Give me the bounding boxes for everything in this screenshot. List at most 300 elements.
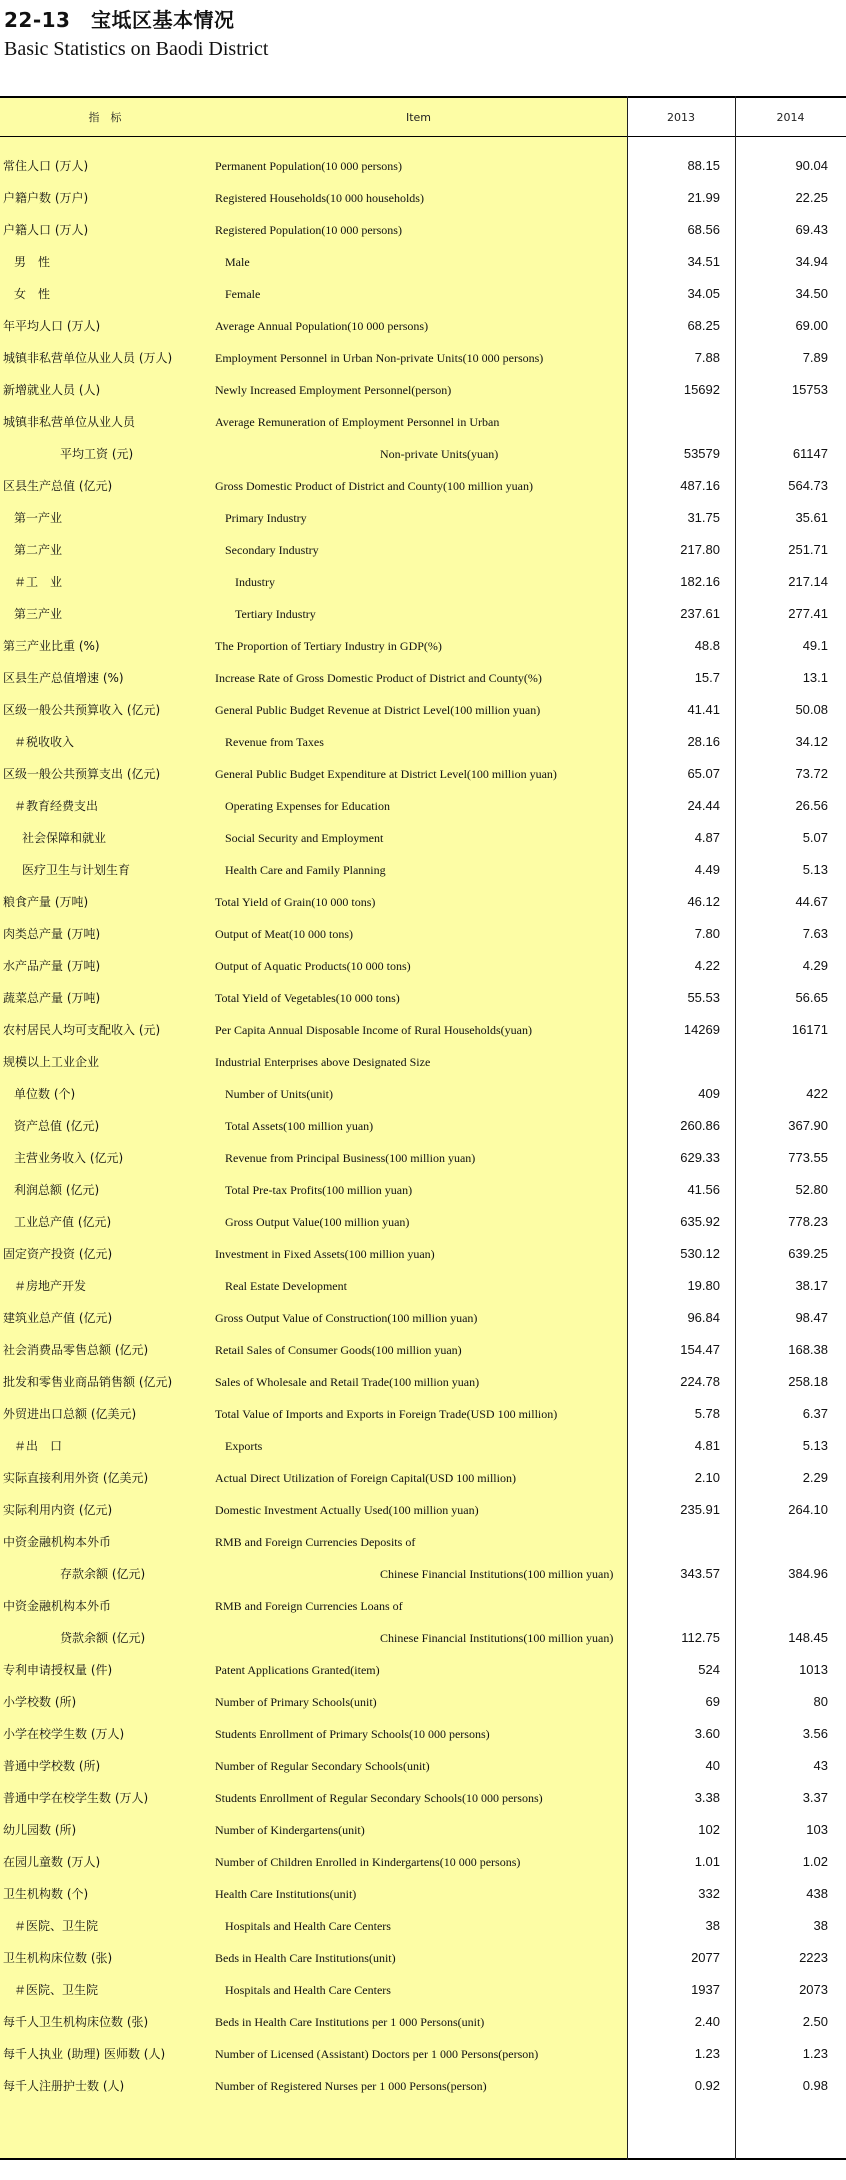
table-row (0, 182, 846, 214)
page-title-zh: 22-13 宝坻区基本情况 (4, 8, 235, 32)
table-row (0, 342, 846, 374)
value-2014-cell: 217.14 (788, 574, 828, 589)
item-cell: Number of Children Enrolled in Kindergartens(10 000 persons) (215, 1855, 521, 1869)
table-row (0, 726, 846, 758)
indicator-cell: 第三产业比重 (%) (3, 639, 100, 653)
value-2013-cell: 154.47 (680, 1342, 720, 1357)
item-cell: Primary Industry (225, 511, 307, 525)
table-row (0, 1398, 846, 1430)
table-row (0, 1526, 846, 1558)
item-cell: Average Remuneration of Employment Personnel in Urban (215, 415, 500, 429)
value-2013-cell: 260.86 (680, 1118, 720, 1133)
value-2013-cell: 102 (698, 1822, 720, 1837)
indicator-cell: 实际利用内资 (亿元) (3, 1503, 113, 1517)
value-2014-cell: 367.90 (788, 1118, 828, 1133)
table-body (0, 150, 846, 2102)
value-2013-cell: 2.10 (694, 1470, 720, 1485)
item-cell: Health Care and Family Planning (225, 863, 386, 877)
indicator-cell: 普通中学在校学生数 (万人) (3, 1791, 149, 1805)
value-2014-cell: 5.13 (802, 1438, 828, 1453)
item-cell: Total Yield of Grain(10 000 tons) (215, 895, 376, 909)
item-cell: Total Pre-tax Profits(100 million yuan) (225, 1183, 413, 1197)
indicator-cell: 每千人注册护士数 (人) (3, 2079, 125, 2093)
table-row (0, 246, 846, 278)
item-cell: Number of Regular Secondary Schools(unit) (215, 1759, 430, 1773)
indicator-cell: 贷款余额 (亿元) (60, 1631, 146, 1645)
value-2013-cell: 217.80 (680, 542, 720, 557)
value-2013-cell: 4.87 (694, 830, 720, 845)
table-row (0, 598, 846, 630)
table-row (0, 1654, 846, 1686)
value-2014-cell: 73.72 (795, 766, 828, 781)
item-cell: Total Assets(100 million yuan) (225, 1119, 374, 1133)
indicator-cell: 社会保障和就业 (22, 831, 107, 845)
value-2013-cell: 96.84 (687, 1310, 720, 1325)
value-2013-cell: 7.80 (694, 926, 720, 941)
indicator-cell: 主营业务收入 (亿元) (14, 1151, 124, 1165)
table-row (0, 406, 846, 438)
value-2014-cell: 7.63 (802, 926, 828, 941)
header-year-2013: 2013 (667, 110, 695, 124)
indicator-cell: 幼儿园数 (所) (3, 1823, 77, 1837)
value-2014-cell: 34.94 (795, 254, 828, 269)
value-2014-cell: 251.71 (788, 542, 828, 557)
table-row (0, 1782, 846, 1814)
item-cell: Students Enrollment of Regular Secondary Schools(10 000 persons) (215, 1791, 543, 1805)
value-2014-cell: 258.18 (788, 1374, 828, 1389)
value-2014-cell: 43 (813, 1758, 828, 1773)
indicator-cell: 单位数 (个) (14, 1087, 76, 1101)
item-cell: Average Annual Population(10 000 persons) (215, 319, 429, 333)
table-row (0, 1942, 846, 1974)
item-cell: Chinese Financial Institutions(100 million yuan) (380, 1631, 614, 1645)
item-cell: Patent Applications Granted(item) (215, 1663, 380, 1677)
table-row (0, 1846, 846, 1878)
item-cell: Revenue from Taxes (225, 735, 324, 749)
indicator-cell: 卫生机构床位数 (张) (3, 1951, 113, 1965)
item-cell: Number of Primary Schools(unit) (215, 1695, 377, 1709)
value-2013-cell: 5.78 (694, 1406, 720, 1421)
table-row (0, 758, 846, 790)
indicator-cell: 固定资产投资 (亿元) (3, 1247, 113, 1261)
value-2013-cell: 28.16 (687, 734, 720, 749)
table-row (0, 1078, 846, 1110)
table-row (0, 1750, 846, 1782)
value-2014-cell: 773.55 (788, 1150, 828, 1165)
indicator-cell: 蔬菜总产量 (万吨) (3, 991, 101, 1005)
table-row (0, 1110, 846, 1142)
value-2014-cell: 384.96 (788, 1566, 828, 1581)
item-cell: Beds in Health Care Institutions per 1 000 Persons(unit) (215, 2015, 485, 2029)
item-cell: RMB and Foreign Currencies Deposits of (215, 1535, 416, 1549)
value-2013-cell: 15692 (683, 382, 720, 397)
value-2014-cell: 49.1 (802, 638, 828, 653)
table-row (0, 502, 846, 534)
item-cell: Male (225, 255, 250, 269)
value-2014-cell: 34.50 (795, 286, 828, 301)
indicator-cell: 实际直接利用外资 (亿美元) (3, 1471, 149, 1485)
indicator-cell: 在园儿童数 (万人) (3, 1855, 101, 1869)
item-cell: Female (225, 287, 261, 301)
value-2013-cell: 530.12 (680, 1246, 720, 1261)
value-2013-cell: 2.40 (694, 2014, 720, 2029)
value-2013-cell: 629.33 (680, 1150, 720, 1165)
indicator-cell: 资产总值 (亿元) (14, 1119, 100, 1133)
value-2013-cell: 332 (698, 1886, 720, 1901)
item-cell: Domestic Investment Actually Used(100 million yuan) (215, 1503, 479, 1517)
indicator-cell: 区级一般公共预算支出 (亿元) (3, 767, 161, 781)
indicator-cell: 建筑业总产值 (亿元) (3, 1311, 113, 1325)
value-2014-cell: 5.07 (802, 830, 828, 845)
value-2014-cell: 2.29 (802, 1470, 828, 1485)
item-cell: Permanent Population(10 000 persons) (215, 159, 402, 173)
value-2013-cell: 21.99 (687, 190, 720, 205)
value-2013-cell: 4.81 (694, 1438, 720, 1453)
indicator-cell: 卫生机构数 (个) (3, 1887, 89, 1901)
indicator-cell: 男 性 (14, 255, 51, 269)
item-cell: Gross Output Value(100 million yuan) (225, 1215, 410, 1229)
value-2014-cell: 6.37 (802, 1406, 828, 1421)
indicator-cell: 城镇非私营单位从业人员 (3, 415, 136, 429)
indicator-cell: 每千人执业 (助理) 医师数 (人) (3, 2047, 166, 2061)
value-2014-cell: 778.23 (788, 1214, 828, 1229)
item-cell: Employment Personnel in Urban Non-private Units(10 000 persons) (215, 351, 544, 365)
item-cell: Output of Meat(10 000 tons) (215, 927, 353, 941)
value-2013-cell: 235.91 (680, 1502, 720, 1517)
indicator-cell: ＃出 口 (14, 1439, 63, 1453)
page-title-en: Basic Statistics on Baodi District (4, 38, 269, 60)
table-row (0, 310, 846, 342)
value-2013-cell: 41.41 (687, 702, 720, 717)
item-cell: Newly Increased Employment Personnel(person) (215, 383, 452, 397)
table-row (0, 1494, 846, 1526)
value-2013-cell: 19.80 (687, 1278, 720, 1293)
value-2013-cell: 224.78 (680, 1374, 720, 1389)
item-cell: Non-private Units(yuan) (380, 447, 499, 461)
value-2014-cell: 438 (806, 1886, 828, 1901)
item-cell: Secondary Industry (225, 543, 319, 557)
item-cell: RMB and Foreign Currencies Loans of (215, 1599, 403, 1613)
value-2014-cell: 22.25 (795, 190, 828, 205)
value-2013-cell: 14269 (683, 1022, 720, 1037)
table-row (0, 1334, 846, 1366)
table-row (0, 150, 846, 182)
value-2013-cell: 34.51 (687, 254, 720, 269)
indicator-cell: 利润总额 (亿元) (14, 1183, 100, 1197)
item-cell: Hospitals and Health Care Centers (225, 1919, 391, 1933)
table-row (0, 1174, 846, 1206)
table-row (0, 854, 846, 886)
value-2014-cell: 52.80 (795, 1182, 828, 1197)
value-2013-cell: 55.53 (687, 990, 720, 1005)
value-2013-cell: 69 (705, 1694, 720, 1709)
indicator-cell: 中资金融机构本外币 (3, 1599, 112, 1613)
indicator-cell: 中资金融机构本外币 (3, 1535, 112, 1549)
indicator-cell: 规模以上工业企业 (3, 1055, 100, 1069)
header-item: Item (405, 110, 432, 124)
value-2013-cell: 1937 (691, 1982, 720, 1997)
item-cell: Output of Aquatic Products(10 000 tons) (215, 959, 411, 973)
value-2014-cell: 3.56 (802, 1726, 828, 1741)
item-cell: Gross Output Value of Construction(100 million yuan) (215, 1311, 478, 1325)
value-2013-cell: 88.15 (687, 158, 720, 173)
indicator-cell: 女 性 (14, 287, 51, 301)
indicator-cell: 区县生产总值 (亿元) (3, 479, 113, 493)
table-row (0, 822, 846, 854)
table-row (0, 1558, 846, 1590)
value-2013-cell: 1.01 (694, 1854, 720, 1869)
table-row (0, 1270, 846, 1302)
item-cell: The Proportion of Tertiary Industry in GDP(%) (215, 639, 442, 653)
value-2013-cell: 40 (705, 1758, 720, 1773)
value-2013-cell: 41.56 (687, 1182, 720, 1197)
indicator-cell: ＃教育经费支出 (14, 799, 99, 813)
value-2014-cell: 3.37 (802, 1790, 828, 1805)
value-2014-cell: 56.65 (795, 990, 828, 1005)
value-2014-cell: 422 (806, 1086, 828, 1101)
table-row (0, 2070, 846, 2102)
value-2013-cell: 1.23 (694, 2046, 720, 2061)
indicator-cell: 存款余额 (亿元) (60, 1567, 146, 1581)
indicator-cell: 户籍人口 (万人) (3, 223, 89, 237)
value-2013-cell: 53579 (683, 446, 720, 461)
indicator-cell: 专利申请授权量 (件) (3, 1663, 113, 1677)
indicator-cell: 区级一般公共预算收入 (亿元) (3, 703, 161, 717)
value-2013-cell: 68.25 (687, 318, 720, 333)
value-2013-cell: 38 (705, 1918, 720, 1933)
value-2014-cell: 1013 (799, 1662, 828, 1677)
value-2014-cell: 5.13 (802, 862, 828, 877)
item-cell: Chinese Financial Institutions(100 million yuan) (380, 1567, 614, 1581)
value-2013-cell: 3.60 (694, 1726, 720, 1741)
table-row (0, 2006, 846, 2038)
value-2013-cell: 487.16 (680, 478, 720, 493)
table-row (0, 1206, 846, 1238)
item-cell: Number of Kindergartens(unit) (215, 1823, 365, 1837)
item-cell: Per Capita Annual Disposable Income of Rural Households(yuan) (215, 1023, 532, 1037)
item-cell: Increase Rate of Gross Domestic Product of District and County(%) (215, 671, 542, 685)
table-row (0, 950, 846, 982)
value-2014-cell: 50.08 (795, 702, 828, 717)
value-2014-cell: 4.29 (802, 958, 828, 973)
item-cell: Registered Population(10 000 persons) (215, 223, 402, 237)
value-2014-cell: 0.98 (802, 2078, 828, 2093)
table-row (0, 1014, 846, 1046)
table-row (0, 214, 846, 246)
table-row (0, 982, 846, 1014)
item-cell: Gross Domestic Product of District and County(100 million yuan) (215, 479, 533, 493)
value-2013-cell: 524 (698, 1662, 720, 1677)
value-2013-cell: 3.38 (694, 1790, 720, 1805)
value-2014-cell: 2.50 (802, 2014, 828, 2029)
table-row (0, 470, 846, 502)
item-cell: Tertiary Industry (235, 607, 316, 621)
item-cell: Retail Sales of Consumer Goods(100 million yuan) (215, 1343, 462, 1357)
value-2014-cell: 148.45 (788, 1630, 828, 1645)
value-2014-cell: 90.04 (795, 158, 828, 173)
indicator-cell: 新增就业人员 (人) (3, 383, 101, 397)
item-cell: Health Care Institutions(unit) (215, 1887, 357, 1901)
indicator-cell: 批发和零售业商品销售额 (亿元) (3, 1375, 173, 1389)
header-indicator: 指 标 (88, 111, 122, 124)
table-row (0, 1878, 846, 1910)
indicator-cell: 小学在校学生数 (万人) (3, 1727, 125, 1741)
item-cell: Operating Expenses for Education (225, 799, 390, 813)
indicator-cell: 第二产业 (14, 543, 63, 557)
table-row (0, 1302, 846, 1334)
table-row (0, 1142, 846, 1174)
table-row (0, 1238, 846, 1270)
table-row (0, 1910, 846, 1942)
item-cell: Sales of Wholesale and Retail Trade(100 million yuan) (215, 1375, 480, 1389)
indicator-cell: 农村居民人均可支配收入 (元) (3, 1023, 161, 1037)
value-2014-cell: 277.41 (788, 606, 828, 621)
table-row (0, 1366, 846, 1398)
value-2013-cell: 4.22 (694, 958, 720, 973)
header-year-2014: 2014 (776, 110, 805, 124)
table-row (0, 2038, 846, 2070)
value-2013-cell: 112.75 (681, 1630, 720, 1645)
value-2013-cell: 635.92 (680, 1214, 720, 1229)
value-2014-cell: 7.89 (802, 350, 828, 365)
value-2013-cell: 46.12 (687, 894, 720, 909)
value-2013-cell: 0.92 (694, 2078, 720, 2093)
indicator-cell: 肉类总产量 (万吨) (3, 927, 101, 941)
table-row (0, 1462, 846, 1494)
value-2014-cell: 103 (806, 1822, 828, 1837)
table-row (0, 886, 846, 918)
item-cell: Number of Units(unit) (225, 1087, 333, 1101)
table-row (0, 630, 846, 662)
value-2014-cell: 38.17 (795, 1278, 828, 1293)
value-2014-cell: 69.00 (795, 318, 828, 333)
indicator-cell: 小学校数 (所) (3, 1695, 77, 1709)
item-cell: General Public Budget Revenue at District Level(100 million yuan) (215, 703, 541, 717)
value-2013-cell: 34.05 (687, 286, 720, 301)
item-cell: Exports (225, 1439, 263, 1453)
table-row (0, 534, 846, 566)
item-cell: Number of Registered Nurses per 1 000 Persons(person) (215, 2079, 487, 2093)
value-2014-cell: 2073 (799, 1982, 828, 1997)
value-2013-cell: 4.49 (694, 862, 720, 877)
table-row (0, 1430, 846, 1462)
value-2014-cell: 69.43 (795, 222, 828, 237)
item-cell: Industry (235, 575, 275, 589)
value-2013-cell: 409 (698, 1086, 720, 1101)
value-2013-cell: 2077 (691, 1950, 720, 1965)
item-cell: General Public Budget Expenditure at District Level(100 million yuan) (215, 767, 557, 781)
table-row (0, 790, 846, 822)
bottom-rule (0, 2158, 846, 2160)
table-row (0, 1718, 846, 1750)
value-2014-cell: 1.23 (802, 2046, 828, 2061)
value-2013-cell: 68.56 (687, 222, 720, 237)
value-2013-cell: 7.88 (694, 350, 720, 365)
value-2014-cell: 35.61 (795, 510, 828, 525)
indicator-cell: 第三产业 (14, 607, 63, 621)
value-2013-cell: 237.61 (680, 606, 720, 621)
value-2013-cell: 65.07 (687, 766, 720, 781)
value-2014-cell: 639.25 (788, 1246, 828, 1261)
indicator-cell: 年平均人口 (万人) (3, 319, 101, 333)
indicator-cell: 工业总产值 (亿元) (14, 1215, 112, 1229)
table-row (0, 566, 846, 598)
item-cell: Social Security and Employment (225, 831, 384, 845)
table-row (0, 1814, 846, 1846)
indicator-cell: ＃税收收入 (14, 735, 75, 749)
table-row (0, 1686, 846, 1718)
value-2014-cell: 61147 (792, 446, 828, 461)
table-row (0, 438, 846, 470)
indicator-cell: 平均工资 (元) (60, 447, 134, 461)
table-row (0, 1622, 846, 1654)
indicator-cell: ＃医院、卫生院 (14, 1919, 99, 1933)
value-2013-cell: 343.57 (680, 1566, 720, 1581)
value-2013-cell: 182.16 (680, 574, 720, 589)
indicator-cell: 常住人口 (万人) (3, 159, 89, 173)
indicator-cell: 外贸进出口总额 (亿美元) (3, 1407, 137, 1421)
value-2013-cell: 15.7 (694, 670, 720, 685)
item-cell: Investment in Fixed Assets(100 million yuan) (215, 1247, 435, 1261)
value-2013-cell: 48.8 (694, 638, 720, 653)
value-2014-cell: 2223 (799, 1950, 828, 1965)
indicator-cell: ＃工 业 (14, 575, 63, 589)
indicator-cell: 户籍户数 (万户) (3, 191, 89, 205)
table-row (0, 662, 846, 694)
indicator-cell: ＃医院、卫生院 (14, 1983, 99, 1997)
indicator-cell: 普通中学校数 (所) (3, 1759, 101, 1773)
item-cell: Total Yield of Vegetables(10 000 tons) (215, 991, 400, 1005)
indicator-cell: 粮食产量 (万吨) (3, 895, 89, 909)
statistics-table (0, 96, 846, 2160)
table-row (0, 694, 846, 726)
indicator-cell: 水产品产量 (万吨) (3, 959, 101, 973)
item-cell: Revenue from Principal Business(100 million yuan) (225, 1151, 476, 1165)
indicator-cell: ＃房地产开发 (14, 1279, 87, 1293)
value-2013-cell: 24.44 (687, 798, 720, 813)
item-cell: Beds in Health Care Institutions(unit) (215, 1951, 396, 1965)
table-row (0, 1974, 846, 2006)
indicator-cell: 医疗卫生与计划生育 (22, 863, 131, 877)
value-2014-cell: 1.02 (802, 1854, 828, 1869)
indicator-cell: 第一产业 (14, 511, 63, 525)
value-2014-cell: 38 (813, 1918, 828, 1933)
table-row (0, 1046, 846, 1078)
value-2014-cell: 26.56 (795, 798, 828, 813)
value-2014-cell: 564.73 (788, 478, 828, 493)
item-cell: Students Enrollment of Primary Schools(10 000 persons) (215, 1727, 490, 1741)
value-2014-cell: 34.12 (795, 734, 828, 749)
item-cell: Total Value of Imports and Exports in Foreign Trade(USD 100 million) (215, 1407, 558, 1421)
table-row (0, 374, 846, 406)
value-2014-cell: 16171 (791, 1022, 828, 1037)
item-cell: Actual Direct Utilization of Foreign Capital(USD 100 million) (215, 1471, 516, 1485)
value-2014-cell: 13.1 (802, 670, 828, 685)
value-2013-cell: 31.75 (687, 510, 720, 525)
table-row (0, 278, 846, 310)
item-cell: Real Estate Development (225, 1279, 347, 1293)
table-row (0, 918, 846, 950)
item-cell: Registered Households(10 000 households) (215, 191, 424, 205)
item-cell: Number of Licensed (Assistant) Doctors per 1 000 Persons(person) (215, 2047, 539, 2061)
indicator-cell: 城镇非私营单位从业人员 (万人) (3, 351, 173, 365)
item-cell: Hospitals and Health Care Centers (225, 1983, 391, 1997)
value-2014-cell: 15753 (791, 382, 828, 397)
indicator-cell: 区县生产总值增速 (%) (3, 671, 124, 685)
value-2014-cell: 44.67 (795, 894, 828, 909)
indicator-cell: 社会消费品零售总额 (亿元) (3, 1343, 149, 1357)
value-2014-cell: 80 (813, 1694, 828, 1709)
